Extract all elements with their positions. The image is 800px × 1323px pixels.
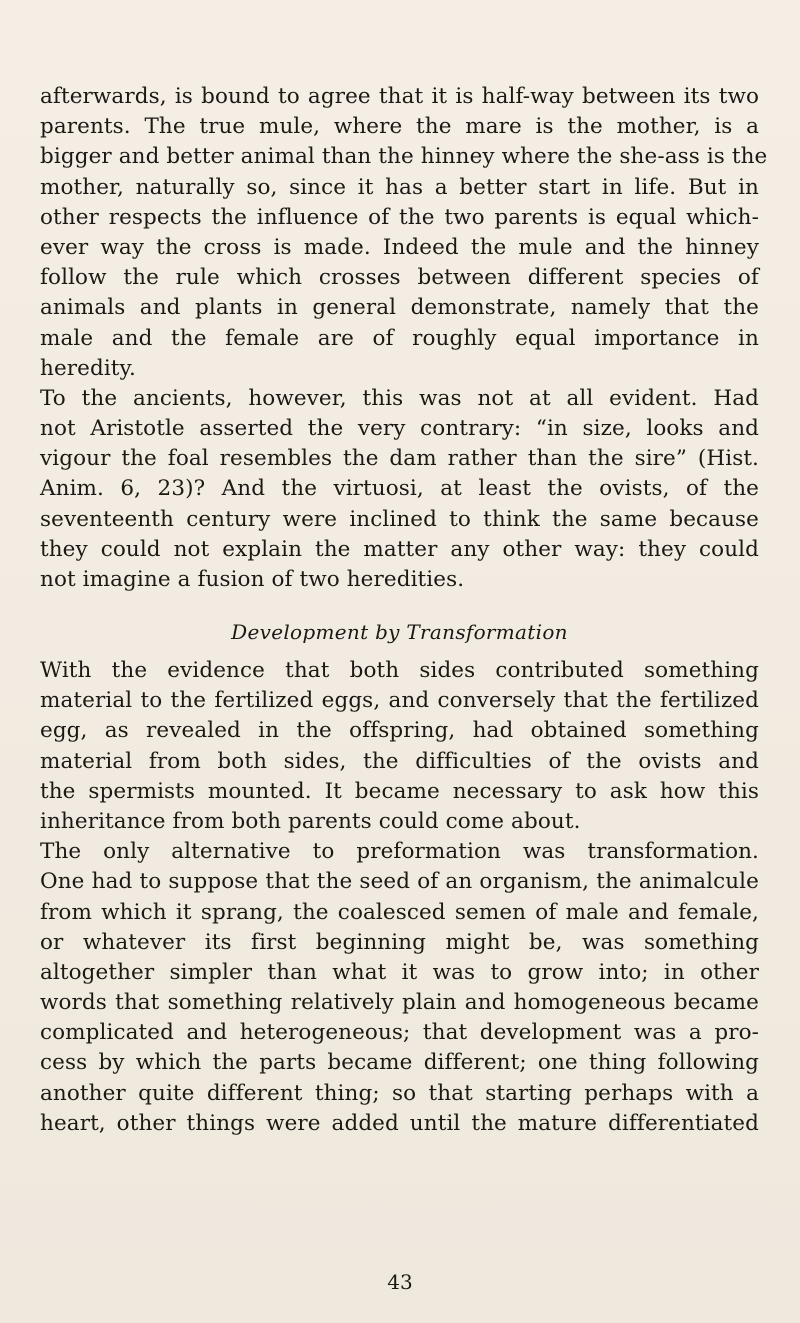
- text-line: vigour the foal resembles the dam rather than the sire” (Hist.: [40, 446, 759, 472]
- text-line: the spermists mounted. It became necessary to ask how this: [40, 778, 759, 804]
- text-line: another quite different thing; so that starting perhaps with a: [40, 1080, 759, 1106]
- text-line: To the ancients, however, this was not at all evident. Had: [40, 385, 759, 411]
- page-number: 43: [387, 1270, 413, 1294]
- text-line: mother, naturally so, since it has a better start in life. But in: [40, 174, 759, 200]
- text-line: heredity.: [40, 355, 136, 381]
- text-line: With the evidence that both sides contributed something: [40, 658, 759, 683]
- text-line: follow the rule which crosses between different species of: [40, 265, 759, 291]
- text-line: male and the female are of roughly equal importance in: [40, 325, 759, 351]
- text-line: other respects the influence of the two parents is equal which-: [40, 204, 759, 230]
- paragraph-2: [40, 384, 759, 595]
- paragraph-1: [40, 82, 768, 384]
- text-line: heart, other things were added until the mature differentiated: [40, 1110, 759, 1136]
- text-line: or whatever its first beginning might be, was something: [40, 929, 759, 955]
- text-line: inheritance from both parents could come about.: [40, 808, 581, 834]
- text-line: ever way the cross is made. Indeed the mule and the hinney: [40, 234, 759, 260]
- text-line: from which it sprang, the coalesced semen of male and female,: [40, 899, 759, 925]
- text-line: animals and plants in general demonstrate, namely that the: [40, 295, 759, 321]
- text-line: Anim. 6, 23)? And the virtuosi, at least the ovists, of the: [40, 476, 759, 502]
- text-line: not imagine a fusion of two heredities.: [40, 567, 465, 592]
- paragraph-4: [40, 837, 759, 1139]
- text-line: words that something relatively plain and homogeneous became: [40, 990, 759, 1016]
- text-line: material from both sides, the difficulties of the ovists and: [40, 748, 759, 774]
- text-block-upper: [40, 82, 768, 595]
- paragraph-3: [40, 656, 759, 837]
- section-heading: Development by Transformation: [231, 620, 568, 644]
- text-line: bigger and better animal than the hinney where the she-ass is the: [40, 144, 768, 170]
- text-line: material to the fertilized eggs, and conversely that the fertilized: [40, 688, 759, 714]
- text-line: complicated and heterogeneous; that development was a pro-: [40, 1020, 759, 1046]
- text-line: The only alternative to preformation was transformation.: [40, 839, 759, 865]
- text-line: afterwards, is bound to agree that it is half-way between its two: [40, 84, 759, 109]
- text-line: altogether simpler than what it was to grow into; in other: [40, 959, 759, 985]
- text-line: One had to suppose that the seed of an organism, the animalcule: [40, 869, 759, 895]
- text-line: cess by which the parts became different; one thing following: [40, 1050, 759, 1076]
- text-line: egg, as revealed in the offspring, had obtained something: [40, 718, 759, 744]
- text-line: not Aristotle asserted the very contrary: “in size, looks and: [40, 416, 759, 442]
- text-line: parents. The true mule, where the mare is the mother, is a: [40, 114, 759, 140]
- text-line: they could not explain the matter any other way: they could: [40, 536, 759, 562]
- text-block-lower: [40, 656, 759, 1139]
- text-line: seventeenth century were inclined to think the same because: [40, 506, 759, 532]
